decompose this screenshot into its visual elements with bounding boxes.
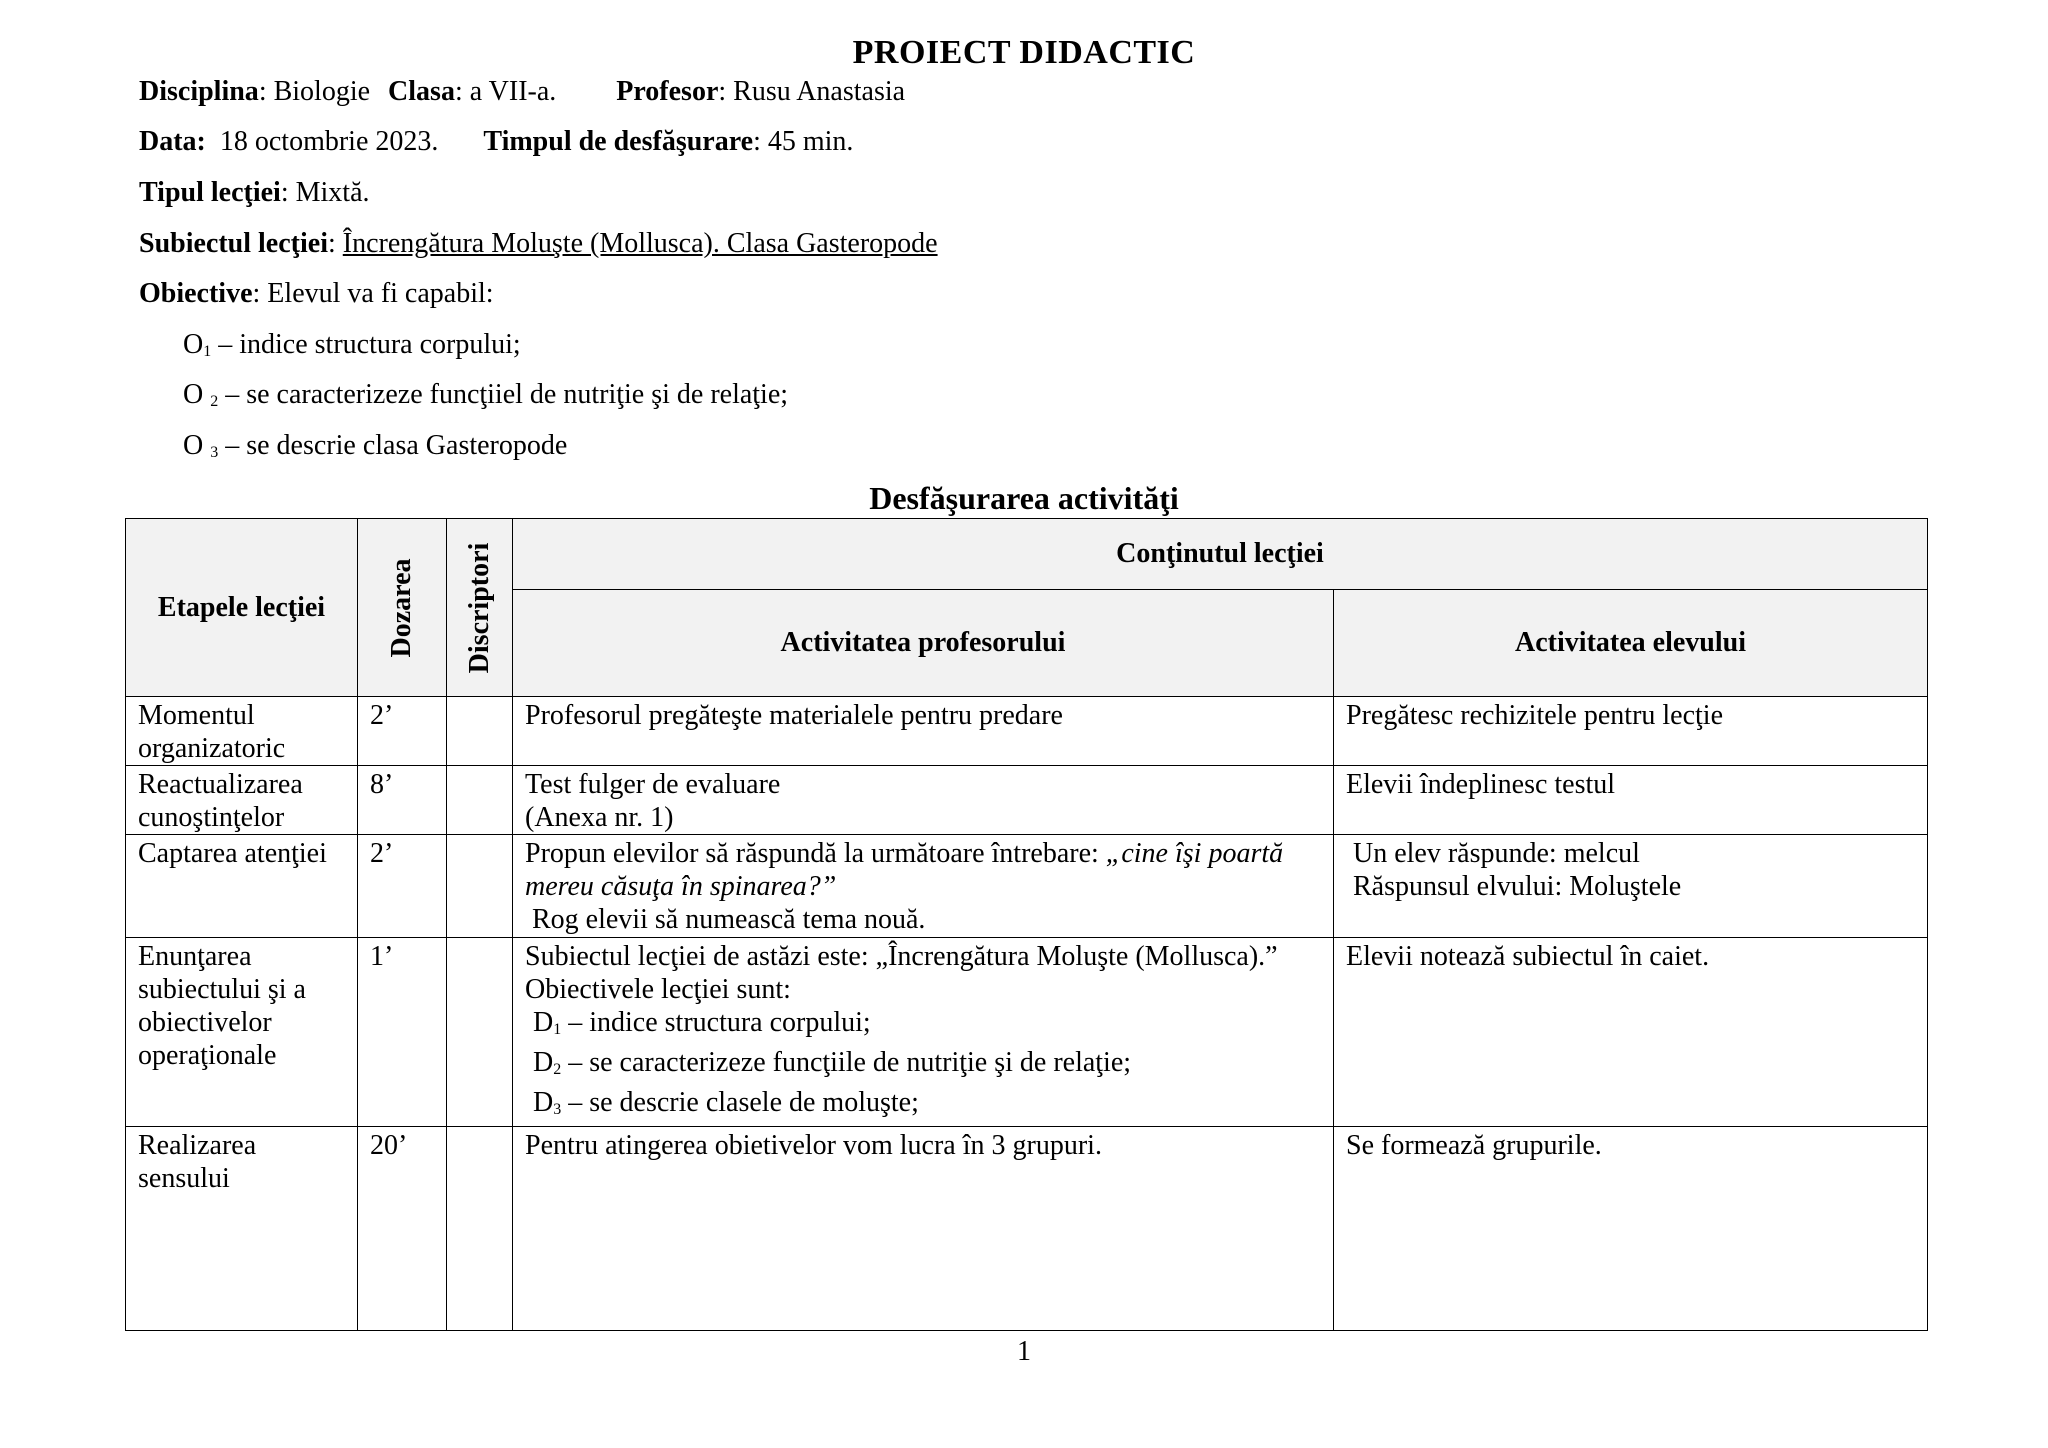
cell-profesor: Propun elevilor să răspundă la următoare întrebare: „cine îşi poartă mereu căsuţa în spinarea?” Rog elevii să numească tema nouă. <box>513 835 1334 938</box>
timpul-label: Timpul de desfăşurare <box>483 126 754 157</box>
table-row <box>126 1127 1928 1331</box>
meta-line-4 <box>139 227 938 261</box>
header-continutul-lectiei: Conţinutul lecţiei <box>513 519 1928 590</box>
meta-line-1 <box>139 75 905 109</box>
disciplina-label: Disciplina <box>139 76 259 107</box>
descriptor-1: $D_1$ – indice structura corpului; <box>533 1007 871 1038</box>
activity-table <box>125 518 1928 1331</box>
objective-2: O $_2$ – se caracterizeze funcţiiel de nutriţie şi de relaţie; <box>183 379 789 410</box>
data-value: 18 octombrie 2023. <box>219 126 439 157</box>
cell-profesor: Pentru atingerea obietivelor vom lucra în 3 grupuri. <box>513 1127 1334 1331</box>
descriptor-3: $D_3$ – se descrie clasele de moluşte; <box>533 1087 919 1118</box>
disciplina-value: : Biologie <box>258 76 371 107</box>
profesor-value: : Rusu Anastasia <box>718 76 906 107</box>
cell-profesor: Subiectul lecţiei de astăzi este: „Încrengătura Moluşte (Mollusca).” Obiectivele lecţiei sunt: $D_1$ – indice structura corpului; $D_2$ – se caracterizeze funcţiile de nutriţie şi de relaţie; $D_3$ – se descrie clasele de moluşte; <box>513 938 1334 1127</box>
descriptor-2: $D_2$ – se caracterizeze funcţiile de nutriţie şi de relaţie; <box>533 1047 1132 1078</box>
cell-dozare: 2’ <box>358 835 447 938</box>
cell-descriptori <box>447 766 513 835</box>
header-etapele-lectiei: Etapele lecţiei <box>126 519 358 697</box>
cell-dozare: 1’ <box>358 938 447 1127</box>
cell-dozare: 20’ <box>358 1127 447 1331</box>
table-row <box>126 697 1928 766</box>
objective-1: $O_1$ – indice structura corpului; <box>183 329 521 360</box>
cell-descriptori <box>447 835 513 938</box>
cell-elev: Se formează grupurile. <box>1334 1127 1928 1331</box>
cell-profesor: Profesorul pregăteşte materialele pentru predare <box>513 697 1334 766</box>
cell-etapa: Captarea atenţiei <box>126 835 358 938</box>
subiectul-label: Subiectul lecţiei <box>139 228 328 259</box>
cell-etapa: Realizarea sensului <box>126 1127 358 1331</box>
cell-etapa: Enunţarea subiectului şi a obiectivelor operaţionale <box>126 938 358 1127</box>
table-row <box>126 938 1928 1127</box>
meta-line-5 <box>139 277 494 311</box>
subiectul-sep: : <box>327 228 343 259</box>
header-dozarea: Dozarea <box>358 519 447 697</box>
cell-elev: Pregătesc rechizitele pentru lecţie <box>1334 697 1928 766</box>
cell-profesor: Test fulger de evaluare (Anexa nr. 1) <box>513 766 1334 835</box>
cell-elev: Un elev răspunde: melcul Răspunsul elvului: Moluştele <box>1334 835 1928 938</box>
timpul-value: : 45 min. <box>753 126 854 157</box>
header-activitatea-profesorului: Activitatea profesorului <box>513 590 1334 697</box>
section-title: Desfăşurarea activităţi <box>869 480 1179 516</box>
cell-elev: Elevii notează subiectul în caiet. <box>1334 938 1928 1127</box>
meta-line-3 <box>139 176 370 210</box>
cell-descriptori <box>447 1127 513 1331</box>
subiectul-value: Încrengătura Moluşte (Mollusca). Clasa Gasteropode <box>342 228 938 259</box>
tipul-value: : Mixtă. <box>280 177 370 208</box>
table-header-row-1 <box>126 519 1928 590</box>
obiective-label: Obiective <box>139 278 253 309</box>
objective-3: O $_3$ – se descrie clasa Gasteropode <box>183 430 568 461</box>
cell-descriptori <box>447 697 513 766</box>
header-activitatea-elevului: Activitatea elevului <box>1334 590 1928 697</box>
cell-etapa: Reactualizarea cunoştinţelor <box>126 766 358 835</box>
meta-line-2 <box>139 125 853 159</box>
table-row <box>126 835 1928 938</box>
page-number: 1 <box>1017 1336 1031 1367</box>
table-row <box>126 766 1928 835</box>
profesor-label: Profesor <box>616 76 719 107</box>
document-title: PROIECT DIDACTIC <box>852 34 1196 71</box>
cell-descriptori <box>447 938 513 1127</box>
cell-dozare: 8’ <box>358 766 447 835</box>
clasa-label: Clasa <box>388 76 455 107</box>
cell-elev: Elevii îndeplinesc testul <box>1334 766 1928 835</box>
cell-etapa: Momentul organizatoric <box>126 697 358 766</box>
clasa-value: : a VII-a. <box>454 76 557 107</box>
obiective-value: : Elevul va fi capabil: <box>252 278 494 309</box>
cell-dozare: 2’ <box>358 697 447 766</box>
data-label: Data: <box>139 126 206 157</box>
tipul-label: Tipul lecţiei <box>139 177 281 208</box>
header-discriptori: Discriptori <box>447 519 513 697</box>
